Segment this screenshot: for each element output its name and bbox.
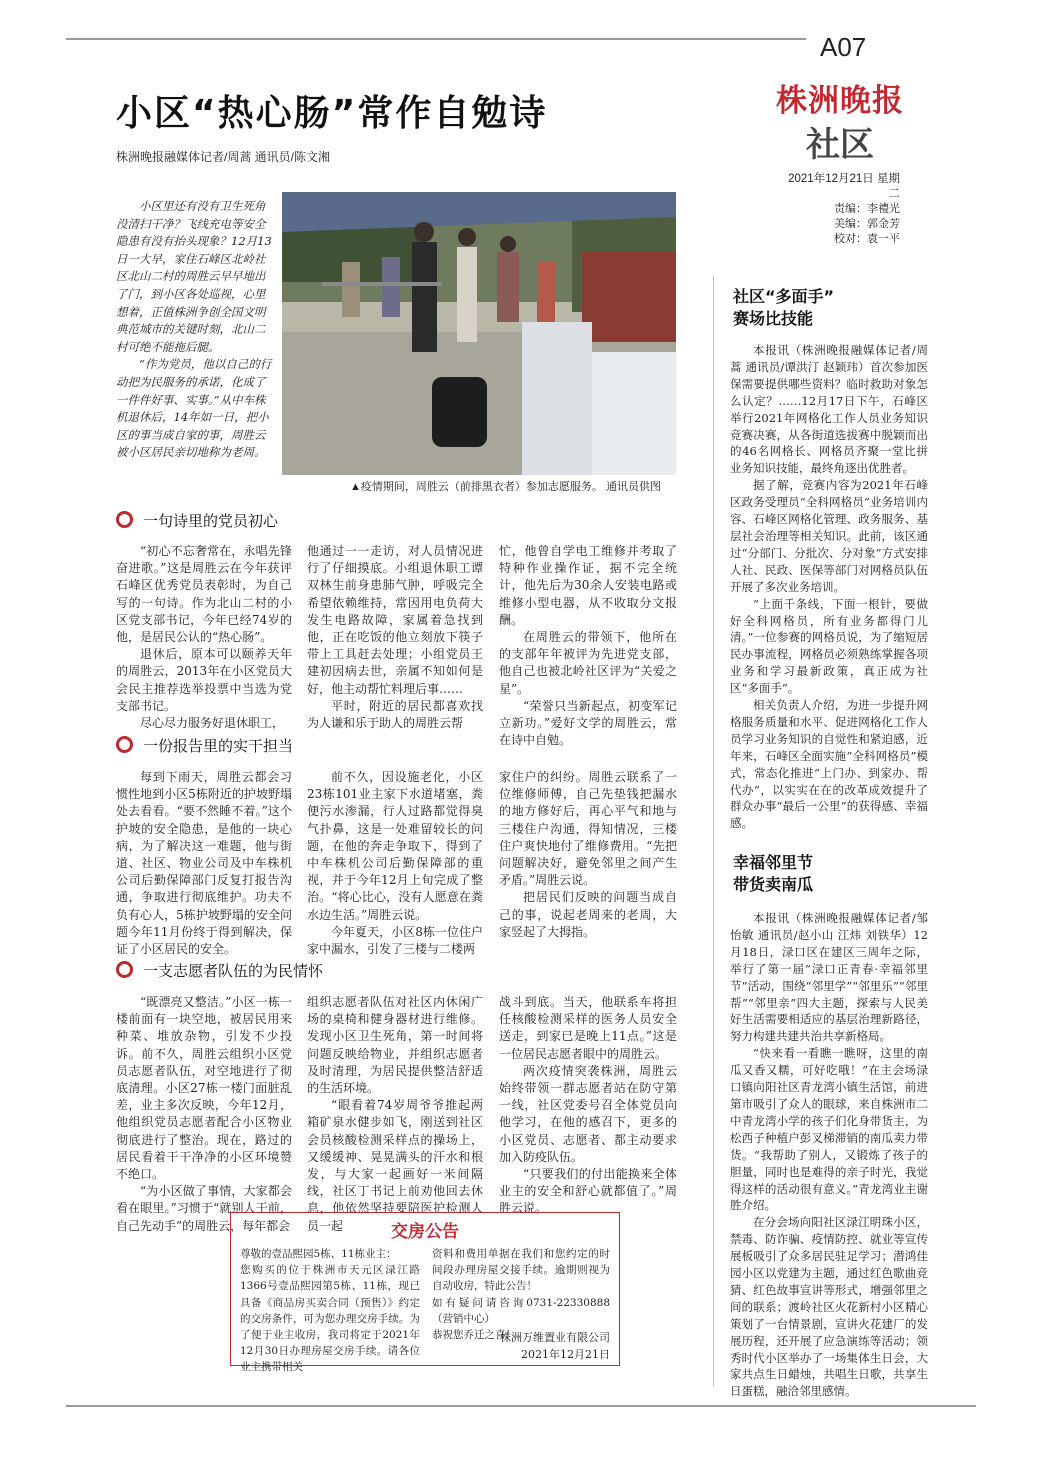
top-rule: [66, 38, 806, 40]
paragraph: 组织志愿者队伍对社区内休闲广场的桌椅和健身器材进行维修。发现小区卫生死角，第一时间将问题反映给物业，并组织志愿者及时清理，为居民提供整洁舒适的生活环境。: [307, 995, 483, 1096]
article-lede: [116, 198, 274, 462]
article-column: [307, 769, 483, 958]
paragraph: 本报讯（株洲晚报融媒体记者/邹怡敏 通讯员/赵小山 江炜 刘铁华）12月18日，渌口区在建区三周年之际，举行了第一届“渌口正青春·幸福邻里节”活动，围绕“邻里学”“邻里乐”“邻里帮”“邻里亲”四大主题，探索与人民美好生活需要相适应的基层治理新路径，努力构建共建共治共享新格局。: [730, 911, 928, 1044]
paragraph: 忙，他曾自学电工维修并考取了特种作业操作证，据不完全统计，他先后为30余人安装电路或维修小型电器，从不收取分文报酬。: [499, 544, 677, 627]
paragraph: “只要我们的付出能换来全体业主的安全和舒心就都值了。”周胜云说。: [499, 1167, 677, 1216]
paragraph: 每到下雨天，周胜云都会习惯性地到小区5栋附近的护坡野塌处去看看。“要不然睡不着。”这个护坡的安全隐患，是他的一块心病，为了解决这一难题，他与街道、社区、物业公司及中车株机公司后勤保障部门反复打报告沟通，争取进行彻底维护。功夫不负有心人，5栋护坡野塌的安全问题今年11月份终于得到解决，保证了小区居民的安全。: [116, 770, 292, 957]
paragraph: 退休后，原本可以颐养天年的周胜云，2013年在小区党员大会民主推荐选举投票中当选为党支部书记。: [116, 647, 292, 713]
paragraph: “上面千条线，下面一根针，要做好全科网格员，所有业务都得门儿清。”一位参赛的网格员说，为了缩短居民办事流程，网格员必须熟练掌握各项业务和学习最新政策，真正成为社区“多面手”。: [730, 596, 928, 696]
bottom-rule: [66, 1405, 976, 1407]
article-column: [307, 994, 483, 1235]
paragraph: 两次疫情突袭株洲，周胜云始终带领一群志愿者站在防守第一线，社区党委号召全体党员向他学习，在他的感召下，更多的小区党员、志愿者、都主动要求加入防疫队伍。: [499, 1063, 677, 1164]
sidebar-article: [730, 910, 928, 1400]
paragraph: “为小区做了事情，大家都会看在眼里。”习惯于“就别人干前，自己先动手”的周胜云，每年都会: [116, 1184, 292, 1233]
paragraph: 把居民们反映的问题当成自己的事，说起老周来的老周，大家竖起了大拇指。: [499, 890, 677, 939]
notice-signature: [432, 1330, 610, 1363]
sidebar-headline-line: 幸福邻里节: [733, 853, 814, 872]
sidebar-headline: [733, 852, 813, 896]
issue-date: 2021年12月21日 星期二: [788, 173, 900, 200]
section-heading-text: 一份报告里的实干担当: [143, 737, 294, 755]
paragraph: 尽心尽力服务好退休职工，: [140, 716, 285, 731]
masthead-logo: 株洲晚报: [776, 83, 904, 119]
designer-credit: 美编：郭金芳: [834, 218, 900, 230]
sidebar-headline: [733, 286, 834, 330]
section-heading: [116, 510, 278, 531]
article-column: [499, 769, 677, 941]
issue-meta: [780, 172, 900, 247]
paragraph: “初心不忘奢常在，永唱先锋奋进歌。”这是周胜云在今年获评石峰区优秀党员表彰时，为自己写的一句诗。作为北山二村的小区党支部书记，今年已经74岁的他，是居民公认的“热心肠”。: [116, 544, 292, 645]
photo-caption: ▲疫情期间，周胜云（前排黑衣者）参加志愿服务。 通讯员供图: [350, 481, 661, 493]
paragraph: “眼看着74岁周爷爷推起两箱矿泉水健步如飞，刚送到社区会员核酸检测采样点的操场上，又缓缓神、晃晃满头的汗水和根发，与大家一起画好一米间隔线，社区丁书记上前劝他回去休息，他依然坚持要陪医护检测人员一起: [307, 1098, 483, 1233]
article-column: [116, 769, 292, 958]
article-photo: [282, 192, 676, 475]
sidebar-headline-line: 社区“多面手”: [733, 287, 835, 306]
paragraph: 平时，附近的居民都喜欢找为人谦和乐于助人的周胜云帮: [307, 698, 483, 731]
lede-paragraph: “作为党员，他以自己的行动把为民服务的承诺，化成了一件件好事、实事。”从中车株机退休后，14年如一日，把小区的事当成自家的事，周胜云被小区居民亲切地称为老周。: [116, 357, 272, 460]
bullet-icon: [116, 511, 133, 528]
paragraph: 今年夏天，小区8栋一位住户家中漏水，引发了三楼与二楼两: [307, 924, 483, 957]
sidebar-divider: [713, 276, 714, 1386]
paragraph: 在周胜云的带领下，他所在的支部年年被评为先进党支部，他自己也被北岭社区评为“关爱之星”。: [499, 630, 677, 696]
section-heading-text: 一句诗里的党员初心: [143, 512, 279, 530]
paragraph: “既漂亮又整洁。”小区一栋一楼前面有一块空地，被居民用来种菜、堆放杂物，引发不少投诉。前不久，周胜云组织小区党员志愿者队伍，对空地进行了彻底清理。小区27栋一楼门面脏乱差，业主多次反映，今年12月，他组织党员志愿者配合小区物业彻底进行了整治。现在，路过的居民看着干干净净的小区环境赞不绝口。: [116, 995, 292, 1182]
section-heading-text: 一支志愿者队伍的为民情怀: [143, 962, 324, 980]
paragraph: 前不久，因设施老化，小区23栋101业主家下水道堵塞，粪便污水渗漏，行人过路都觉得臭气扑鼻，这是一处难留较长的问题，在他的奔走争取下，得到了中车株机公司后勤保障部的重视，并于今年12月上旬完成了整治。“将心比心，没有人愿意在粪水边生活。”周胜云说。: [307, 770, 483, 922]
notice-column: 尊敬的壹品熙园5栋、11栋业主： 您购买的位于株洲市天元区渌江路1366号壹品熙园第5栋、11栋，现已具备《商品房买卖合同（预售）》约定的交房条件，可为您办理交房手续。为了便于业主收房，我司将定于2021年12月30日办理房屋交房手续。请各位业主携带相关: [240, 1248, 420, 1374]
bullet-icon: [116, 961, 133, 978]
paragraph: 战斗到底。当天，他联系车将担任核酸检测采样的医务人员安全送走，到家已是晚上11点。”这是一位居民志愿者眼中的周胜云。: [499, 995, 677, 1061]
bullet-icon: [116, 736, 133, 753]
paragraph: “荣誉只当新起点，初变军记立新功。”爱好文学的周胜云，常在诗中自勉。: [499, 698, 677, 748]
article-column: [499, 994, 677, 1218]
section-title: 社区: [806, 125, 874, 165]
notice-title: 交房公告: [391, 1222, 459, 1242]
paragraph: 据了解，竞赛内容为2021年石峰区政务受理员“全科网格员”业务培训内容、石峰区网格化管理、政务服务、基层社会治理等相关知识。此前，该区通过“分部门、分批次、分对象”方式安排人社、民政、医保等部门对网格员队伍开展了多次业务培训。: [730, 478, 928, 594]
section-heading: [116, 735, 293, 756]
lede-paragraph: 小区里还有没有卫生死角没清扫干净？飞线充电等安全隐患有没有抬头现象？12月13日一大早，家住石峰区北岭社区北山二村的周胜云早早地出了门，到小区各处巡视，心里想着，正值株洲争创全国文明典范城市的关键时刻，北山二村可绝不能拖后腿。: [116, 199, 272, 354]
sidebar-headline-line: 赛场比技能: [733, 309, 814, 328]
page-number: A07: [820, 32, 867, 62]
article-byline: 株洲晚报融媒体记者/周蒿 通讯员/陈文湘: [116, 150, 331, 164]
article-column: [116, 994, 292, 1235]
notice-column: 资料和费用单据在我们和您约定的时间段办理房屋交接手续。逾期则视为自动收房，特此公告！ 如有疑问请咨询0731-22330888（营销中心） 恭祝您乔迁之喜！: [432, 1248, 610, 1342]
article-headline: 小区“热心肠”常作自勉诗: [116, 93, 548, 134]
article-column: [116, 543, 292, 732]
article-column: [307, 543, 483, 732]
proofreader-credit: 校对：袁一平: [834, 233, 900, 245]
paragraph: 相关负责人介绍，为进一步提升网格服务质量和水平、促进网格化工作人员学习业务知识的自觉性和紧迫感，近年来，石峰区全面实施“全科网格员”模式，常态化推进“上门办、到家办、帮代办”，以实实在在的改革成效提升了群众办事“最后一公里”的获得感、幸福感。: [730, 698, 928, 831]
notice-company: 株洲万维置业有限公司: [500, 1331, 610, 1344]
section-heading: [116, 960, 323, 981]
sidebar-headline-line: 带货卖南瓜: [733, 875, 814, 894]
paragraph: 他通过一一走访，对人员情况进行了仔细摸底。小组退休职工谭双林生前身患肺气肿，呼吸完全希望依赖维持，常因用电负荷大发生电路故障，家属着急找到他，正在吃饭的他立刻放下筷子带上工具赶去处理；小组党员王建初因病去世，亲属不知如何是好，他主动帮忙料理后事……: [307, 544, 483, 696]
notice-date: 2021年12月21日: [521, 1347, 610, 1361]
article-column: [499, 543, 677, 749]
editor-credit: 责编：李禮光: [834, 203, 900, 215]
paragraph: 在分会场向阳社区渌江明珠小区，禁毒、防诈骗、疫情防控、就业等宣传展板吸引了众多居民驻足学习；潜鸿佳园小区以党建为主题，通过红色歌曲竞猜、红色故事宣讲等形式，增强邻里之间的联系；渡岭社区火花新村小区精心策划了一台情景剧，宣讲火花建厂的发展历程，还开展了应急演练等活动；领秀时代小区举办了一场集体生日会，大家共点生日蜡烛，共唱生日歌，共享生日蛋糕，融洽邻里感情。: [730, 1215, 928, 1399]
paragraph: 家住户的纠纷。周胜云联系了一位维修师傅，自己先垫钱把漏水的地方修好后，再心平气和地与三楼住户沟通，得知情况，三楼住户爽快地付了维修费用。“先把问题解决好，避免邻里之间产生矛盾。”周胜云说。: [499, 770, 677, 888]
paragraph: 本报讯（株洲晚报融媒体记者/周蒿 通讯员/谭洪汀 赵颖玮）首次参加医保需要提供哪些资料？临时救助对象怎么认定？……12月17日下午，石峰区举行2021年网格化工作人员业务知识竞赛决赛，从各街道选拔赛中脱颖而出的46名网格长、网格员齐聚一堂比拼业务知识技能，最终角逐出优胜者。: [730, 343, 928, 476]
paragraph: “快来看一看瞧一瞧呀，这里的南瓜又香又糯，可好吃哦！”在主会场渌口镇向阳社区青龙湾小镇生活馆，前进第市吸引了众人的眼球，来自株洲市二中青龙湾小学的孩子们化身带货主，为松西子种植户彭叉梯滞销的南瓜卖力带货。“我帮助了别人，又锻炼了孩子的胆量，同时也是难得的亲子时光，我觉得这样的活动很有意义。”青龙湾业主谢胜介绍。: [730, 1046, 928, 1213]
sidebar-article: [730, 342, 928, 832]
